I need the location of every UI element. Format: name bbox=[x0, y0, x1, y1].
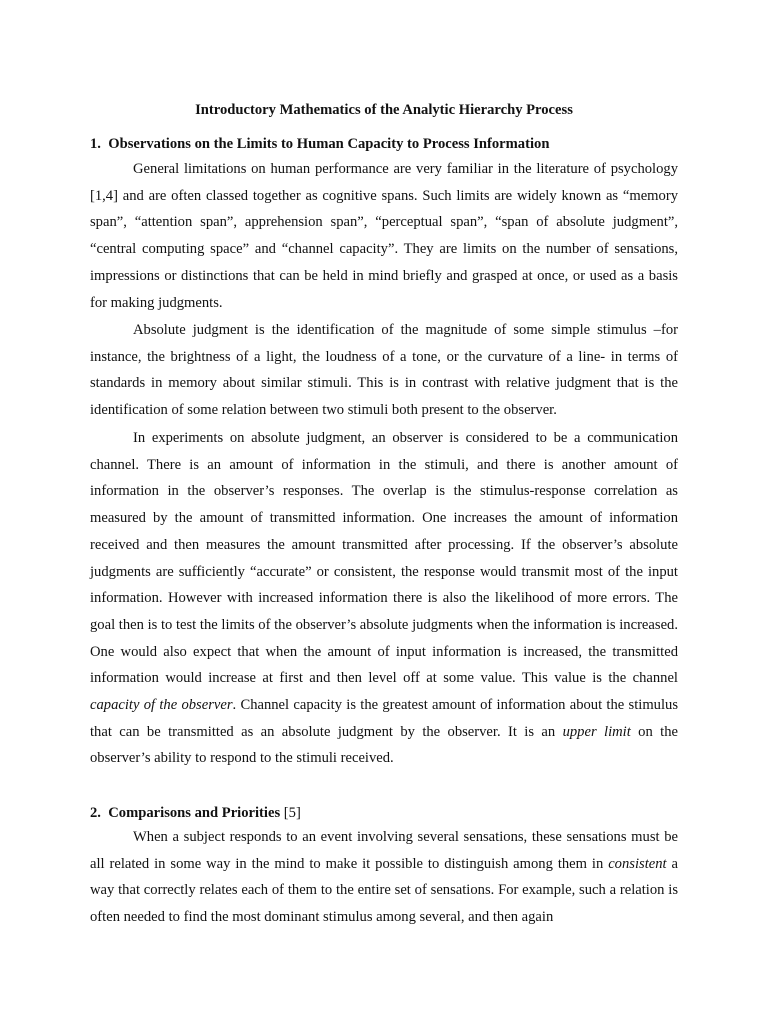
section-1-paragraph-1: General limitations on human performance are very familiar in the literature of psychology [1,4] and are often classed together as cognitive spans. Such limits are widely known as “memory span”, “attention span”, apprehension span”, “perceptual span”, “span of absolute judgment”, “central computing space” and “channel capacity”. They are limits on the number of sensations, impressions or distinctions that can be held in mind briefly and grasped at once, or used as a basis for making judgments. bbox=[90, 161, 678, 311]
section-1-paragraph-2: Absolute judgment is the identification of the magnitude of some simple stimulus –for instance, the brightness of a light, the loudness of a tone, or the curvature of a line- in terms of standards in memory about similar stimuli. This is in contrast with relative judgment that is the identification of some relation between two stimuli both present to the observer. bbox=[90, 322, 678, 419]
paragraph-text: on the observer’s ability to respond to the stimuli received. bbox=[90, 723, 678, 767]
emphasis-consistent: consistent bbox=[608, 855, 667, 872]
section-1-number: 1. bbox=[90, 136, 101, 152]
paragraph-text: . Channel capacity is the greatest amount of information about the stimulus that can be transmitted as an absolute judgment by the observer. It is an bbox=[90, 697, 678, 740]
section-1-title: Observations on the Limits to Human Capacity to Process Information bbox=[108, 136, 550, 152]
section-2-reference: [5] bbox=[283, 805, 301, 821]
document-page bbox=[90, 0, 678, 1024]
section-2-paragraph-1 bbox=[90, 824, 678, 931]
paragraph-text: In experiments on absolute judgment, an observer is considered to be a communication channel. There is an amount of information in the stimuli, and there is another amount of information in the observer’s responses. The overlap is the stimulus-response correlation as measured by the amount of transmitted information. One increases the amount of information received and then measures the amount transmitted after processing. If the observer’s absolute judgments are sufficiently “accurate” or consistent, the response would transmit most of the input information. However with increased information there is also the likelihood of more errors. The goal then is to test the limits of the observer’s absolute judgments when the information is increased. One would also expect that when the amount of input information is increased, the transmitted information would increase at first and then level off at some value. This value is the channel bbox=[90, 430, 678, 687]
section-2-number: 2. bbox=[90, 805, 101, 821]
emphasis-upper-limit: upper limit bbox=[562, 723, 631, 740]
section-1-heading bbox=[90, 134, 678, 154]
section-2-heading bbox=[90, 803, 678, 823]
section-1-paragraph-3 bbox=[90, 425, 678, 772]
document-title: Introductory Mathematics of the Analytic Hierarchy Process bbox=[195, 102, 573, 118]
paragraph-text: When a subject responds to an event involving several sensations, these sensations must be all related in some way in the mind to make it possible to distinguish among them in bbox=[90, 829, 678, 872]
emphasis-capacity-of-observer: capacity of the observer bbox=[90, 697, 233, 714]
section-2-title: Comparisons and Priorities bbox=[108, 805, 281, 821]
paragraph-text: a way that correctly relates each of them to the entire set of sensations. For example, such a relation is often needed to find the most dominant stimulus among several, and then again bbox=[90, 855, 678, 926]
